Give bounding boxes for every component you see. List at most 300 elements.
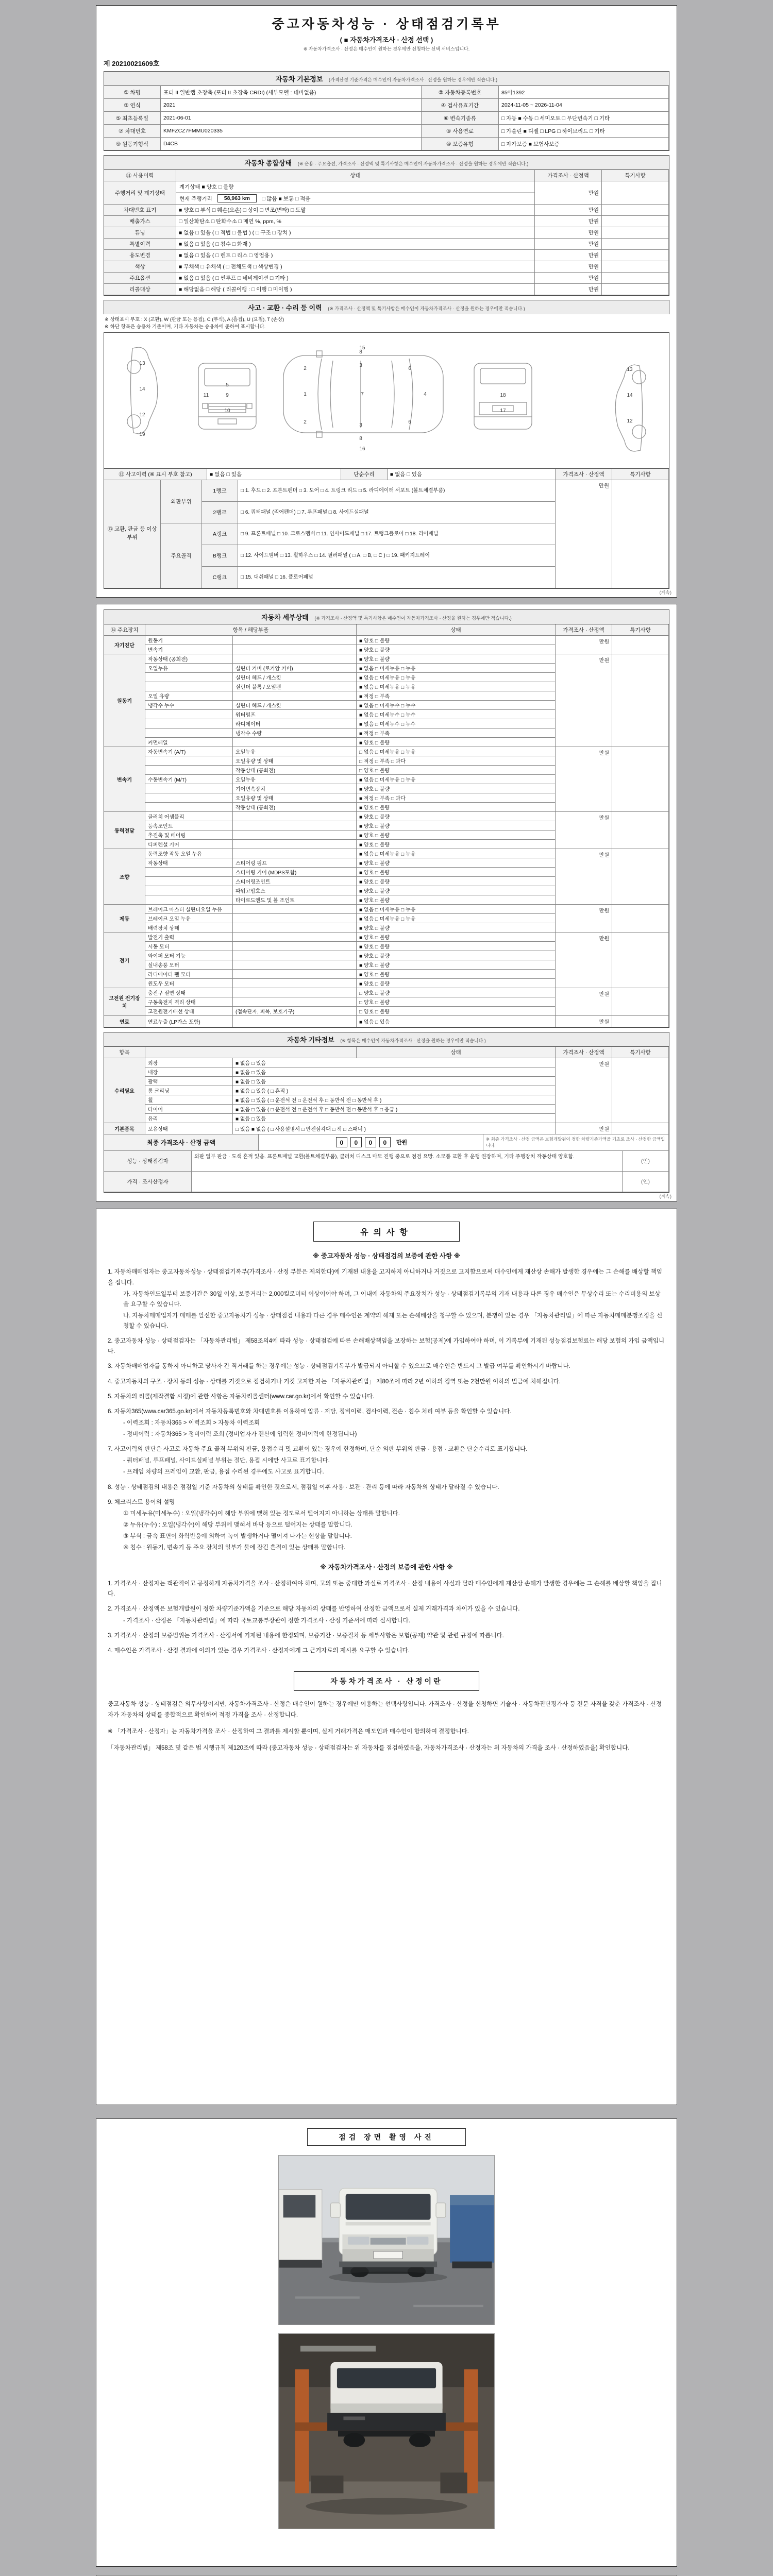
- detail-part: [233, 997, 357, 1007]
- detail-item: 라디에이터 팬 모터: [145, 970, 233, 979]
- rank-rows: [202, 480, 556, 523]
- detail-row: [145, 803, 556, 812]
- detail-state: ■ 적정 □ 부족 □ 과다: [357, 793, 556, 803]
- detail-col-state: 상태: [357, 624, 556, 636]
- detail-part: 스티어링 펌프: [233, 858, 357, 868]
- row-label: 색상: [104, 261, 176, 273]
- detail-group-note: [612, 849, 669, 905]
- detail-group-name: 전기: [104, 933, 145, 988]
- detail-state: ■ 없음 □ 미세누유 □ 누유: [357, 914, 556, 923]
- year-label: ③ 연식: [104, 99, 161, 112]
- remark-role: 가격 · 조사산정자: [104, 1172, 192, 1192]
- row-label: 차대번호 표기: [104, 205, 176, 216]
- mileage-state: [176, 192, 534, 204]
- detail-part: [233, 812, 357, 821]
- row-price: 만원: [535, 205, 602, 216]
- notice-text: ③ 부식 : 금속 표면이 화학반응에 의하여 녹이 발생하거나 떨어져 나가는 현상을 말합니다.: [123, 1533, 352, 1539]
- detail-item: [145, 756, 233, 766]
- notice-text: 6. 자동차365(www.car365.go.kr)에서 자동차등록번호와 차대번호를 이용하여 압류 · 저당, 정비이력, 검사이력, 전손 · 침수 처리 여부 등을 확인할 수 있습니다.: [108, 1408, 512, 1415]
- row-note: [602, 284, 669, 295]
- row-price: 만원: [535, 284, 602, 295]
- detail-group-rows: [145, 988, 556, 1016]
- detail-state: ■ 양호 □ 불량: [357, 636, 556, 645]
- detail-group-rows: [145, 933, 556, 988]
- notice-line: [108, 1418, 665, 1428]
- row-state: ■ 없음 □ 있음 ( □ 침수 □ 화재 ): [176, 239, 535, 250]
- row-state: □ 일산화탄소 □ 탄화수소 □ 매연 %, ppm, %: [176, 216, 535, 227]
- detail-group-price: 만원: [556, 905, 612, 933]
- final-price-value: [259, 1134, 483, 1151]
- detail-state: ■ 없음 □ 미세누유 □ 누유: [357, 849, 556, 858]
- detail-state: □ 적정 □ 부족 □ 과다: [357, 756, 556, 766]
- page-subtitle-note: ※ 자동차가격조사 · 산정은 매수인이 원하는 경우에만 신청하는 선택 서비스입니다.: [303, 46, 470, 52]
- detail-group: [104, 654, 669, 747]
- section-accident-note: (※ 가격조사 · 산정액 및 특기사항은 매수인이 자동차가격조사 · 산정을 원하는 경우에만 적습니다.): [328, 306, 525, 311]
- notice-text: 3. 가격조사 · 산정의 보증범위는 가격조사 · 산정서에 기재된 내용에 한정되며, 보증기간 · 보증절차 등 세부사항은 보험(공제) 약관 및 관련 규정에 따릅니다.: [108, 1632, 504, 1639]
- detail-part: (접속단자, 피복, 보호기구): [233, 1007, 357, 1016]
- rank-rows: [202, 523, 556, 588]
- detail-row: [145, 858, 556, 868]
- mileage-value: 58,963 km: [217, 194, 257, 202]
- detail-state: ■ 양호 □ 불량: [357, 803, 556, 812]
- vin-value: KMFZCZ7FMMU020335: [161, 125, 422, 138]
- extra-item: 룸 크리닝: [145, 1086, 233, 1095]
- notice-line: [108, 1497, 665, 1507]
- extra-group-note: [612, 1123, 669, 1134]
- detail-row: [145, 1007, 556, 1016]
- extra-item: 휠: [145, 1095, 233, 1105]
- extra-table: [104, 1046, 669, 1193]
- extra-group-price: 만원: [556, 1058, 612, 1123]
- detail-row: [145, 988, 556, 997]
- detail-group-name: 자기진단: [104, 636, 145, 654]
- detail-state: ■ 양호 □ 불량: [357, 840, 556, 849]
- detail-row: [145, 645, 556, 654]
- detail-row: [145, 701, 556, 710]
- detail-part: 오일누유: [233, 775, 357, 784]
- detail-group: [104, 933, 669, 988]
- simple-repair-state: ■ 없음 □ 있음: [388, 469, 556, 480]
- detail-row: [145, 895, 556, 905]
- section-basic-title: 자동차 기본정보: [275, 75, 323, 83]
- extra-group-rows: [145, 1058, 556, 1123]
- rank-name: 1랭크: [202, 480, 238, 502]
- detail-part: 냉각수 수량: [233, 728, 357, 738]
- notice-text: ④ 침수 : 원동기, 변속기 등 주요 장치의 일부가 물에 잠긴 흔적이 있는 상태를 말합니다.: [123, 1545, 346, 1551]
- detail-group-name: 변속기: [104, 747, 145, 812]
- detail-state: □ 양호 □ 불량: [357, 766, 556, 775]
- detail-item: 시동 모터: [145, 942, 233, 951]
- photos-title-box: [104, 2128, 669, 2146]
- detail-state: ■ 없음 □ 미세누유 □ 누유: [357, 775, 556, 784]
- detail-part: 기어변속장치: [233, 784, 357, 793]
- extra-row: [145, 1067, 556, 1077]
- notice-text: 4. 중고자동차의 구조 · 장치 등의 성능 · 상태를 거짓으로 점검하거나 거짓 고지한 자는 「자동차관리법」 제80조에 따라 2년 이하의 징역 또는 2천만원 이하의 벌금에 처해집니다.: [108, 1378, 561, 1385]
- rank-name: B랭크: [202, 545, 238, 567]
- detail-part: 실린더 커버 (로커암 커버): [233, 664, 357, 673]
- panel-photos: [96, 2119, 677, 2567]
- detail-state: ■ 없음 □ 미세누유 □ 누유: [357, 905, 556, 914]
- row-state: ■ 없음 □ 있음 ( □ 렌트 □ 리스 □ 영업용 ): [176, 250, 535, 261]
- detail-row: [145, 840, 556, 849]
- row-label: 용도변경: [104, 250, 176, 261]
- notice-line: [108, 1444, 665, 1454]
- detail-row: [145, 747, 556, 756]
- rank-group-label: 주요골격: [161, 523, 202, 588]
- detail-item: 냉각수 누수: [145, 701, 233, 710]
- detail-item: 등속조인트: [145, 821, 233, 831]
- reg-no-label: ② 자동차등록번호: [422, 86, 499, 99]
- detail-part: 작동상태 (공회전): [233, 766, 357, 775]
- page-title: 중고자동차성능 · 상태점검기록부: [272, 17, 501, 31]
- detail-item: 발전기 출력: [145, 933, 233, 942]
- extra-item: 외장: [145, 1058, 233, 1067]
- row-note: [602, 227, 669, 239]
- detail-group-rows: [145, 849, 556, 905]
- detail-item: 변속기: [145, 645, 233, 654]
- row-note: [602, 205, 669, 216]
- extra-col-price: 가격조사 · 산정액: [556, 1047, 612, 1058]
- svg-text:6: 6: [408, 419, 411, 425]
- fuel-label: ⑧ 사용연료: [422, 125, 499, 138]
- detail-group-rows: [145, 1016, 556, 1027]
- notice-line: [108, 1726, 665, 1737]
- detail-row: [145, 905, 556, 914]
- detail-part: [233, 636, 357, 645]
- section-overall: [104, 155, 669, 170]
- detail-part: [233, 831, 357, 840]
- gauge-state-text: 계기상태 ■ 양호 □ 불량: [179, 184, 234, 190]
- detail-item: 와이퍼 모터 기능: [145, 951, 233, 960]
- row-note: [602, 250, 669, 261]
- accident-history-label: ⑫ 사고이력 (※ 표시 부호 참고): [104, 469, 207, 480]
- detail-row: [145, 636, 556, 645]
- detail-row: [145, 812, 556, 821]
- svg-text:3: 3: [359, 422, 362, 428]
- extra-group-rows: [145, 1123, 556, 1134]
- notice-text: 2. 중고자동차 성능 · 상태점검자는 「자동차관리법」 제58조의4에 따라 성능 · 상태점검에 따른 손해배상책임을 보장하는 보험(공제)에 가입하여야 하며, 이 기록부에 기재된 성능점검보험료는 해당 보험의 가입 금액입니다.: [108, 1338, 665, 1355]
- final-price-note: ※ 최종 가격조사 · 산정 금액은 보험개발원이 정한 차량기준가액을 기초로 조사 · 산정한 금액입니다.: [483, 1134, 669, 1151]
- first-reg-label: ⑤ 최초등록일: [104, 112, 161, 125]
- detail-row: [145, 654, 556, 664]
- svg-text:8: 8: [359, 435, 362, 442]
- notice-text: - 정비이력 : 자동차365 > 정비이력 조회 (정비업자가 전산에 입력한 정비이력에 한정됩니다): [123, 1431, 357, 1437]
- legend-symbols: ※ 상태표시 부호 : X (교환), W (판금 또는 용접), C (부식), A (흠집), U (요철), T (손상): [105, 317, 284, 323]
- simple-repair-label: 단순수리: [341, 469, 388, 480]
- detail-item: 작동상태 (공회전): [145, 654, 233, 664]
- svg-text:6: 6: [408, 365, 411, 371]
- first-reg-value: 2021-06-01: [161, 112, 422, 125]
- detail-row: [145, 914, 556, 923]
- row-label: 리콜대상: [104, 284, 176, 295]
- rank-section: [161, 480, 556, 523]
- detail-group-price: 만원: [556, 988, 612, 1016]
- detail-group-price: 만원: [556, 747, 612, 812]
- detail-item: [145, 728, 233, 738]
- detail-row: [145, 673, 556, 682]
- section-accident-title: 사고 · 교환 · 수리 등 이력: [248, 304, 322, 312]
- extra-row: [145, 1105, 556, 1114]
- transmission-label: ⑥ 변속기종류: [422, 112, 499, 125]
- accident-history-state: ■ 없음 □ 있음: [207, 469, 341, 480]
- detail-group: [104, 636, 669, 654]
- mileage-prefix: 현재 주행거리: [179, 195, 212, 202]
- mileage-level: □ 많음 ■ 보통 □ 적음: [262, 195, 311, 202]
- detail-item: 자동변속기 (A/T): [145, 747, 233, 756]
- remark-row: [104, 1151, 669, 1172]
- section-detail-note: (※ 가격조사 · 산정액 및 특기사항은 매수인이 자동차가격조사 · 산정을 원하는 경우에만 적습니다.): [314, 615, 512, 621]
- photos-title: 점검 장면 촬영 사진: [307, 2128, 466, 2146]
- detail-item: [145, 803, 233, 812]
- detail-part: [233, 849, 357, 858]
- detail-part: 작동상태 (공회전): [233, 803, 357, 812]
- detail-item: [145, 868, 233, 877]
- extra-state: ■ 없음 □ 있음: [233, 1077, 556, 1086]
- extra-item: 광택: [145, 1077, 233, 1086]
- detail-part: 실린더 블록 / 오일팬: [233, 682, 357, 691]
- notice-line: [108, 1482, 665, 1493]
- col-price: 가격조사 · 산정액: [535, 170, 602, 181]
- detail-part: [233, 821, 357, 831]
- detail-state: ■ 없음 □ 미세누수 □ 누수: [357, 710, 556, 719]
- detail-part: 실린더 헤드 / 개스킷: [233, 673, 357, 682]
- detail-row: [145, 710, 556, 719]
- extra-groups: [104, 1058, 669, 1134]
- detail-col-price: 가격조사 · 산정액: [556, 624, 612, 636]
- row-note: [602, 216, 669, 227]
- detail-group-name: 고전원 전기장치: [104, 988, 145, 1016]
- extra-col-group: 항목: [104, 1047, 145, 1058]
- detail-group: [104, 812, 669, 849]
- fuel-value: □ 가솔린 ■ 디젤 □ LPG □ 하이브리드 □ 기타: [499, 125, 669, 138]
- detail-item: [145, 877, 233, 886]
- detail-row: [145, 868, 556, 877]
- detail-part: [233, 988, 357, 997]
- notice-line: [108, 1743, 665, 1753]
- final-price-unit: 만원: [396, 1140, 408, 1146]
- detail-item: 오일누유: [145, 664, 233, 673]
- notice-text: 중고자동차 성능 · 상태점검은 의무사항이지만, 자동차가격조사 · 산정은 매수인이 원하는 경우에만 이용하는 선택사항입니다. 가격조사 · 산정을 신청하면 기술사 · 자동차진단평가사 등 전문 자격을 갖춘 가격조사 · 산정자가 자동차의 상태를 종합적으로 확인하여 적정 가격을 조사 · 산정합니다.: [108, 1701, 662, 1718]
- detail-item: 배력장치 상태: [145, 923, 233, 933]
- row-state: ■ 해당없음 □ 해당 ( 리콜이행 : □ 이행 □ 미이행 ): [176, 284, 535, 295]
- remark-sign: (인): [623, 1172, 669, 1192]
- extra-col-note: 특기사항: [612, 1047, 669, 1058]
- notice-line: [108, 1616, 665, 1626]
- final-price-label: 최종 가격조사 · 산정 금액: [104, 1134, 259, 1151]
- notice-line: [108, 1562, 665, 1573]
- notice-text: - 프레임 차량의 프레임이 교환, 판금, 용접 수리된 경우에도 사고로 표기합니다.: [123, 1469, 324, 1476]
- notice-line: [108, 1455, 665, 1466]
- col-note: 특기사항: [602, 170, 669, 181]
- rank-row: [202, 480, 556, 502]
- svg-text:9: 9: [226, 392, 229, 398]
- svg-text:12: 12: [627, 418, 633, 424]
- detail-item: 고전원전기배선 상태: [145, 1007, 233, 1016]
- mileage-label: 주행거리 및 계기상태: [104, 181, 176, 205]
- overall-header: [104, 170, 669, 181]
- notice-text: - 가격조사 · 산정은 「자동차관리법」에 따라 국토교통부장관이 정한 가격조사 · 산정 기준서에 따라 실시합니다.: [123, 1617, 410, 1624]
- extra-state: ■ 없음 □ 있음: [233, 1058, 556, 1067]
- car-diagram: [113, 335, 660, 464]
- accident-col-price: 가격조사 · 산정액: [556, 469, 612, 480]
- rank-items: □ 6. 쿼터패널 (리어펜더) □ 7. 루프패널 □ 8. 사이드실패널: [238, 502, 556, 523]
- notice-line: [108, 1671, 665, 1691]
- detail-state: ■ 양호 □ 불량: [357, 923, 556, 933]
- detail-groups: [104, 636, 669, 1027]
- detail-row: [145, 738, 556, 747]
- detail-item: 클러치 어셈블리: [145, 812, 233, 821]
- remark-comment: [192, 1172, 623, 1192]
- rank-section: [161, 523, 556, 588]
- engine-label: ⑨ 원동기형식: [104, 138, 161, 150]
- detail-group-note: [612, 747, 669, 812]
- detail-item: 연료누출 (LP가스 포함): [145, 1016, 233, 1027]
- notice-text: 1. 자동차매매업자는 중고자동차성능 · 상태점검기록부(가격조사 · 산정 부분은 제외한다)에 기재된 내용을 고지하지 아니하거나 거짓으로 고지함으로써 매수인에게 재산상 손해가 발생한 경우에는 그 손해를 배상할 책임을 집니다.: [108, 1269, 662, 1286]
- notice-text: 「자동차관리법」 제58조 및 같은 법 시행규칙 제120조에 따라 (중고자동차 성능 · 상태점검자는 위 자동차를 점검하였음을, 자동차가격조사 · 산정자는 위 자동차의 가격을 조사 · 산정하였음을) 확인합니다.: [108, 1744, 630, 1751]
- car-name-value: 포터 II 일반캡 초장축 (포터 II 초장축 CRDI) (세부모델 : 네비없음): [161, 86, 422, 99]
- detail-state: ■ 양호 □ 불량: [357, 979, 556, 988]
- inspection-value: 2024-11-05 ~ 2026-11-04: [499, 99, 669, 112]
- detail-group: [104, 1016, 669, 1027]
- extra-group: [104, 1123, 669, 1134]
- detail-state: ■ 양호 □ 불량: [357, 895, 556, 905]
- row-note: [602, 239, 669, 250]
- detail-state: ■ 양호 □ 불량: [357, 812, 556, 821]
- detail-part: 타이로드엔드 및 볼 조인트: [233, 895, 357, 905]
- detail-part: 실린더 헤드 / 개스킷: [233, 701, 357, 710]
- detail-state: □ 양호 □ 불량: [357, 1007, 556, 1016]
- overall-rows: [104, 205, 669, 295]
- notice-line: [108, 1604, 665, 1614]
- rank-items: □ 1. 후드 □ 2. 프론트펜더 □ 3. 도어 □ 4. 트렁크 리드 □ 5. 라디에이터 서포트 (볼트체결부품): [238, 480, 556, 502]
- extra-state: ■ 없음 □ 있음: [233, 1067, 556, 1077]
- notice-text: 2. 가격조사 · 산정액은 보험개발원이 정한 차량기준가액을 기준으로 해당 자동차의 상태를 반영하여 산정한 금액으로서 실제 거래가격과 차이가 있을 수 있습니다.: [108, 1606, 520, 1613]
- notice-line: [108, 1251, 665, 1262]
- detail-part: [233, 933, 357, 942]
- detail-state: ■ 양호 □ 불량: [357, 858, 556, 868]
- detail-part: 오일유량 및 상태: [233, 756, 357, 766]
- detail-item: 실내송풍 모터: [145, 960, 233, 970]
- detail-state: ■ 없음 □ 미세누수 □ 누수: [357, 719, 556, 728]
- extra-group: [104, 1058, 669, 1123]
- final-price-row: [104, 1134, 669, 1151]
- detail-part: [233, 691, 357, 701]
- row-label: 튜닝: [104, 227, 176, 239]
- detail-part: 스티어링 기어 (MDPS포함): [233, 868, 357, 877]
- overall-table: [104, 170, 669, 296]
- notice-text: 8. 성능 · 상태점검의 내용은 점검일 기준 자동차의 상태를 확인한 것으로서, 점검일 이후 사용 · 보관 · 관리 등에 따라 자동차의 상태가 달라질 수 있습니다.: [108, 1484, 499, 1490]
- detail-group-note: [612, 636, 669, 654]
- detail-part: 오일유량 및 상태: [233, 793, 357, 803]
- section-overall-note: (※ 운용 · 주요옵션, 가격조사 · 산정액 및 특기사항은 매수인이 자동차가격조사 · 산정을 원하는 경우에만 적습니다.): [297, 161, 529, 166]
- extra-item: 타이어: [145, 1105, 233, 1114]
- rank-name: 2랭크: [202, 502, 238, 523]
- detail-group-name: 동력전달: [104, 812, 145, 849]
- rank-row: [202, 545, 556, 567]
- detail-state: ■ 없음 □ 미세누수 □ 누수: [357, 701, 556, 710]
- notice-line: [108, 1579, 665, 1599]
- notice-line: [108, 1392, 665, 1402]
- detail-group-rows: [145, 905, 556, 933]
- extra-state: □ 있음 ■ 없음 ( □ 사용설명서 □ 안전삼각대 □ 잭 □ 스패너 ): [233, 1123, 556, 1134]
- detail-group: [104, 988, 669, 1016]
- extra-state: ■ 없음 □ 있음 ( □ 운전석 전 □ 운전석 후 □ 동반석 전 □ 동반석 후 ): [233, 1095, 556, 1105]
- col-use-history: ⑪ 사용이력: [104, 170, 176, 181]
- section-basic-info: [104, 71, 669, 86]
- notice-line: [108, 1467, 665, 1477]
- detail-state: ■ 없음 □ 미세누유 □ 누유: [357, 673, 556, 682]
- detail-group-note: [612, 1016, 669, 1027]
- photo-stack: [104, 2155, 669, 2529]
- rank-items: □ 9. 프론트패널 □ 10. 크로스멤버 □ 11. 인사이드패널 □ 17. 트렁크플로어 □ 18. 리어패널: [238, 523, 556, 545]
- notice-line: [108, 1267, 665, 1287]
- svg-text:5: 5: [226, 382, 229, 388]
- extra-header: [104, 1047, 669, 1058]
- transmission-value: □ 자동 ■ 수동 □ 세미오토 □ 무단변속기 □ 기타: [499, 112, 669, 125]
- remark-role: 성능 · 상태점검자: [104, 1151, 192, 1172]
- row-price: 만원: [535, 273, 602, 284]
- svg-text:13: 13: [139, 360, 145, 366]
- accident-history-row: [104, 469, 669, 480]
- detail-part: [233, 645, 357, 654]
- detail-item: [145, 710, 233, 719]
- detail-group-name: 원동기: [104, 654, 145, 747]
- remark-sign: (인): [623, 1151, 669, 1172]
- basic-info-table: [104, 86, 669, 151]
- row-price: 만원: [535, 239, 602, 250]
- detail-part: [233, 970, 357, 979]
- extra-state: ■ 없음 □ 있음 ( □ 흔적 ): [233, 1086, 556, 1095]
- notice-text: ① 미세누유(미세누수) : 오일(냉각수)이 해당 부위에 맺혀 있는 정도로서 떨어지지 아니하는 상태를 말합니다.: [123, 1510, 400, 1517]
- detail-group: [104, 849, 669, 905]
- row-price: 만원: [535, 250, 602, 261]
- notice-line: [108, 1699, 665, 1720]
- extra-state: ■ 없음 □ 있음: [233, 1114, 556, 1123]
- extra-group-price: 만원: [556, 1123, 612, 1134]
- detail-item: [145, 719, 233, 728]
- detail-row: [145, 728, 556, 738]
- notice-text: ※ 자동차가격조사 · 산정의 보증에 관한 사항 ※: [320, 1564, 453, 1571]
- svg-text:12: 12: [139, 412, 145, 418]
- detail-group-price: 만원: [556, 849, 612, 905]
- detail-col-device: ⑭ 주요장치: [104, 624, 145, 636]
- notice-line: [108, 1289, 665, 1310]
- detail-item: 구동축전지 격리 상태: [145, 997, 233, 1007]
- notice-text: ※ 중고자동차 성능 · 상태점검의 보증에 관한 사항 ※: [313, 1252, 460, 1260]
- notice-line: [108, 1377, 665, 1387]
- exchange-label: ⑬ 교환, 판금 등 이상 부위: [104, 480, 161, 588]
- detail-state: ■ 양호 □ 불량: [357, 738, 556, 747]
- detail-item: [145, 793, 233, 803]
- detail-group-price: 만원: [556, 933, 612, 988]
- detail-header: [104, 624, 669, 636]
- panel-detail: [96, 604, 677, 1201]
- detail-item: 추진축 및 베어링: [145, 831, 233, 840]
- section-overall-title: 자동차 종합상태: [244, 159, 292, 167]
- detail-state: ■ 양호 □ 불량: [357, 933, 556, 942]
- detail-row: [145, 997, 556, 1007]
- row-state: ■ 없음 □ 있음 ( □ 적법 □ 불법 ) ( □ 구조 □ 장치 ): [176, 227, 535, 239]
- accident-table: [104, 468, 669, 589]
- section-extra: [104, 1032, 669, 1046]
- detail-state: ■ 양호 □ 불량: [357, 951, 556, 960]
- detail-row: [145, 1016, 556, 1027]
- svg-text:2: 2: [304, 365, 307, 371]
- detail-item: [145, 673, 233, 682]
- svg-text:3: 3: [359, 362, 362, 368]
- section-extra-title: 자동차 기타정보: [287, 1036, 334, 1044]
- rank-name: C랭크: [202, 567, 238, 588]
